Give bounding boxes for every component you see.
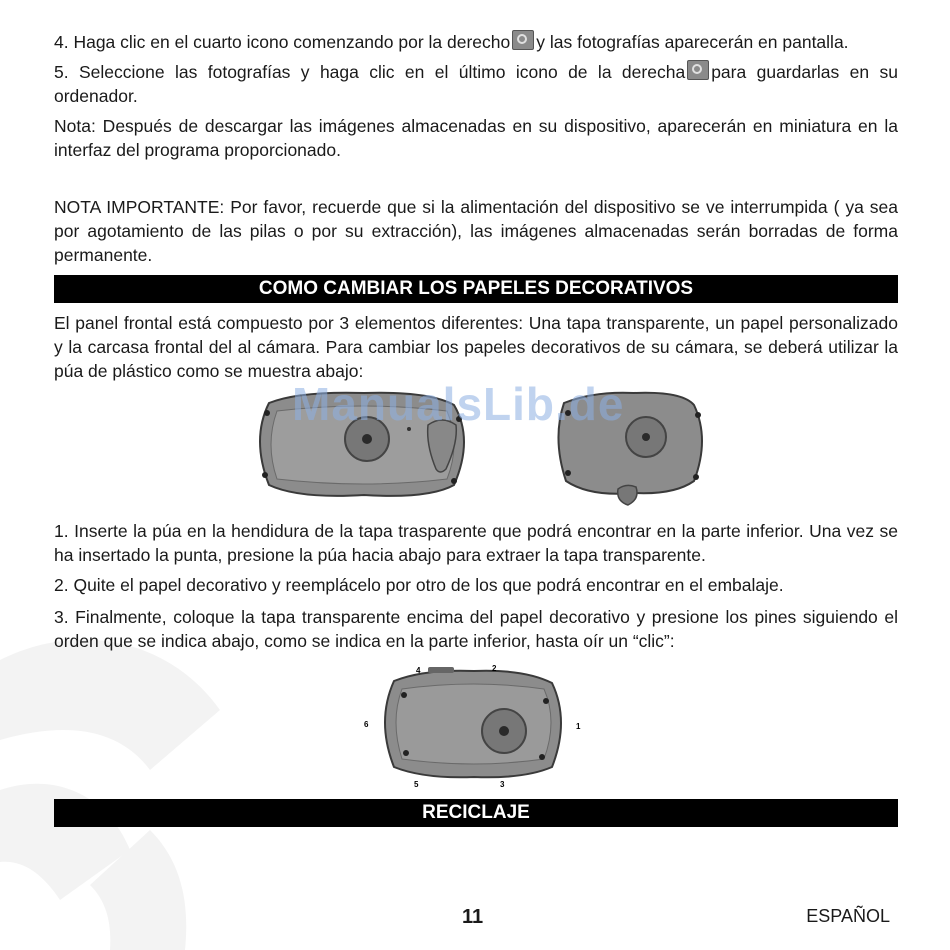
section-intro: El panel frontal está compuesto por 3 elementos diferentes: Una tapa transparente, un papel personalizado y la carcasa frontal del al cámara. Para cambiar los papeles decorativos de su cámara, se deberá utilizar la púa de plástico como se muestra abajo: (54, 313, 898, 381)
step-5: 5. Seleccione las fotografías y haga clic en el último icono de la derecha para guardarlas en su ordenador. (54, 62, 899, 106)
pin-label: 4 (416, 666, 421, 675)
pin-label: 3 (500, 780, 505, 789)
language-label: ESPAÑOL (806, 906, 890, 926)
camera-pin-order-image (364, 661, 584, 791)
step-3: 3. Finalmente, coloque la tapa transparente encima del papel decorativo y presione los pines siguiendo el orden que se indica abajo, como se indica en la parte inferior, hasta oír un “clic”: (54, 607, 898, 651)
watermark: ManualsLib.de (292, 378, 625, 430)
page-number: 11 (462, 906, 484, 928)
figure-removal (54, 378, 898, 507)
pin-label: 5 (414, 780, 419, 789)
step-4: 4. Haga clic en el cuarto icono comenzando por la derecho y las fotografías aparecerán en pantalla. (54, 32, 849, 52)
page-content (54, 30, 898, 827)
camera-lens-icon (512, 30, 534, 50)
section-heading-decorative-papers: COMO CAMBIAR LOS PAPELES DECORATIVOS (54, 275, 898, 303)
pin-label: 1 (576, 722, 581, 731)
pin-label: 2 (492, 664, 497, 673)
step-2: 2. Quite el papel decorativo y reemplácelo por otro de los que podrá encontrar en el embalaje. (54, 575, 784, 595)
note: Nota: Después de descargar las imágenes almacenadas en su dispositivo, aparecerán en miniatura en la interfaz del programa proporcionado. (54, 116, 898, 160)
step-1: 1. Inserte la púa en la hendidura de la tapa trasparente que podrá encontrar en la parte inferior. Una vez se ha insertado la punta, presione la púa hacia abajo para extraer la tapa transparente. (54, 521, 898, 565)
important-note: NOTA IMPORTANTE: Por favor, recuerde que si la alimentación del dispositivo se ve interrumpida ( ya sea por agotamiento de las pilas o por su extracción), las imágenes almacenadas serán borradas de forma permanente. (54, 197, 898, 265)
section-heading-recycling: RECICLAJE (54, 799, 898, 827)
pin-label: 6 (364, 720, 369, 729)
save-photo-icon (687, 60, 709, 80)
figure-pin-order (54, 661, 898, 793)
